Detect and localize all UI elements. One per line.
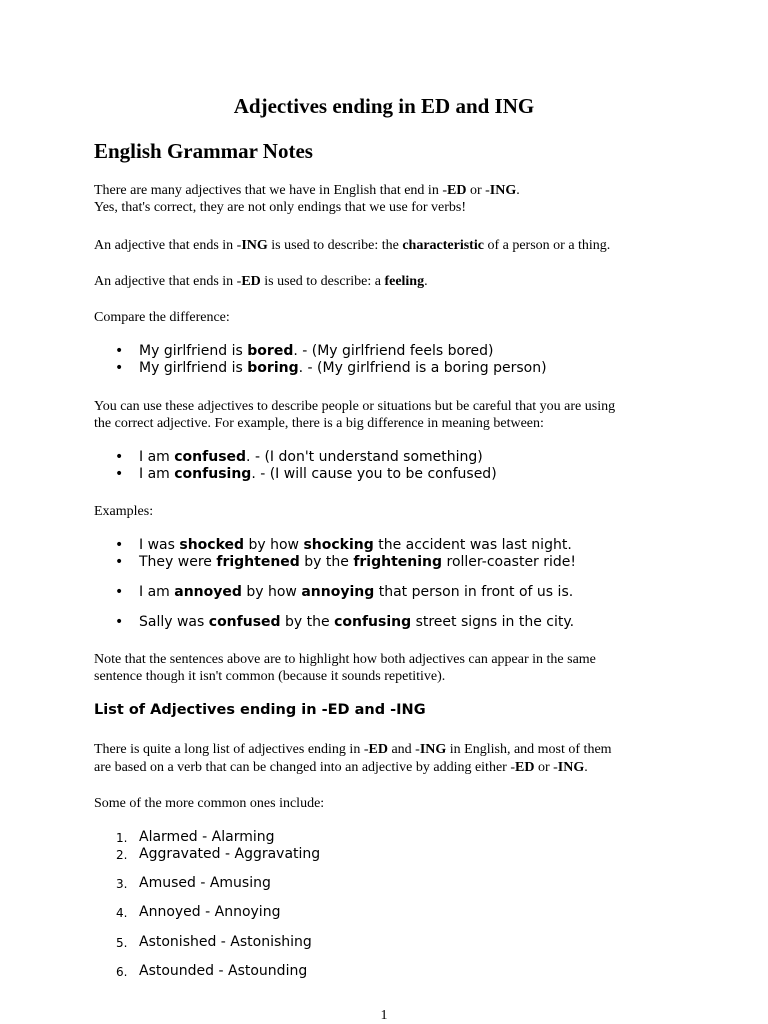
numbered-item: 5. Astonished - Astonishing	[116, 934, 312, 950]
item-number: 3.	[116, 877, 128, 891]
numbered-item: 6. Astounded - Astounding	[116, 963, 308, 979]
numbered-item: 2. Aggravated - Aggravating	[116, 846, 321, 862]
section-heading: English Grammar Notes	[94, 139, 313, 163]
list-intro-line-1: There is quite a long list of adjectives ending in -ED and -ING in English, and most of them	[94, 742, 612, 757]
example-item: • I am annoyed by how annoying that person in front of us is.	[139, 584, 573, 601]
examples-label: Examples:	[94, 504, 154, 519]
item-number: 4.	[116, 906, 128, 920]
intro-line-1: There are many adjectives that we have in English that end in -ED or -ING.	[94, 183, 520, 198]
list-item: • My girlfriend is boring. - (My girlfriend is a boring person)	[139, 360, 547, 377]
ing-definition: An adjective that ends in -ING is used to describe: the characteristic of a person or a thing.	[94, 238, 611, 253]
note-line-1: Note that the sentences above are to highlight how both adjectives can appear in the same	[94, 652, 596, 667]
careful-line-2: the correct adjective. For example, there is a big difference in meaning between:	[94, 416, 544, 431]
document-title: Adjectives ending in ED and ING	[233, 94, 535, 118]
item-number: 1.	[116, 831, 128, 845]
careful-line-1: You can use these adjectives to describe people or situations but be careful that you are using	[94, 399, 616, 414]
item-number: 6.	[116, 965, 128, 979]
numbered-item: 3. Amused - Amusing	[116, 875, 271, 891]
list-heading: List of Adjectives ending in -ED and -ING	[94, 702, 426, 718]
example-item: • I was shocked by how shocking the accident was last night.	[139, 537, 572, 554]
intro-line-2: Yes, that's correct, they are not only endings that we use for verbs!	[94, 200, 467, 215]
item-number: 2.	[116, 848, 128, 862]
common-label: Some of the more common ones include:	[94, 796, 325, 811]
example-item: • They were frightened by the frightening roller-coaster ride!	[139, 554, 576, 571]
example-item: • Sally was confused by the confusing street signs in the city.	[139, 614, 574, 631]
page-number: 1	[380, 1008, 388, 1023]
compare-label: Compare the difference:	[94, 310, 230, 325]
list-item: • My girlfriend is bored. - (My girlfriend feels bored)	[139, 343, 494, 360]
numbered-item: 4. Annoyed - Annoying	[116, 904, 281, 920]
note-line-2: sentence though it isn't common (because it sounds repetitive).	[94, 669, 446, 684]
numbered-item: 1. Alarmed - Alarming	[116, 829, 275, 845]
list-intro-line-2: are based on a verb that can be changed into an adjective by adding either -ED or -ING.	[94, 760, 588, 775]
item-number: 5.	[116, 936, 128, 950]
list-item: • I am confusing. - (I will cause you to be confused)	[139, 466, 497, 483]
ed-definition: An adjective that ends in -ED is used to describe: a feeling.	[94, 274, 428, 289]
list-item: • I am confused. - (I don't understand something)	[139, 449, 483, 466]
